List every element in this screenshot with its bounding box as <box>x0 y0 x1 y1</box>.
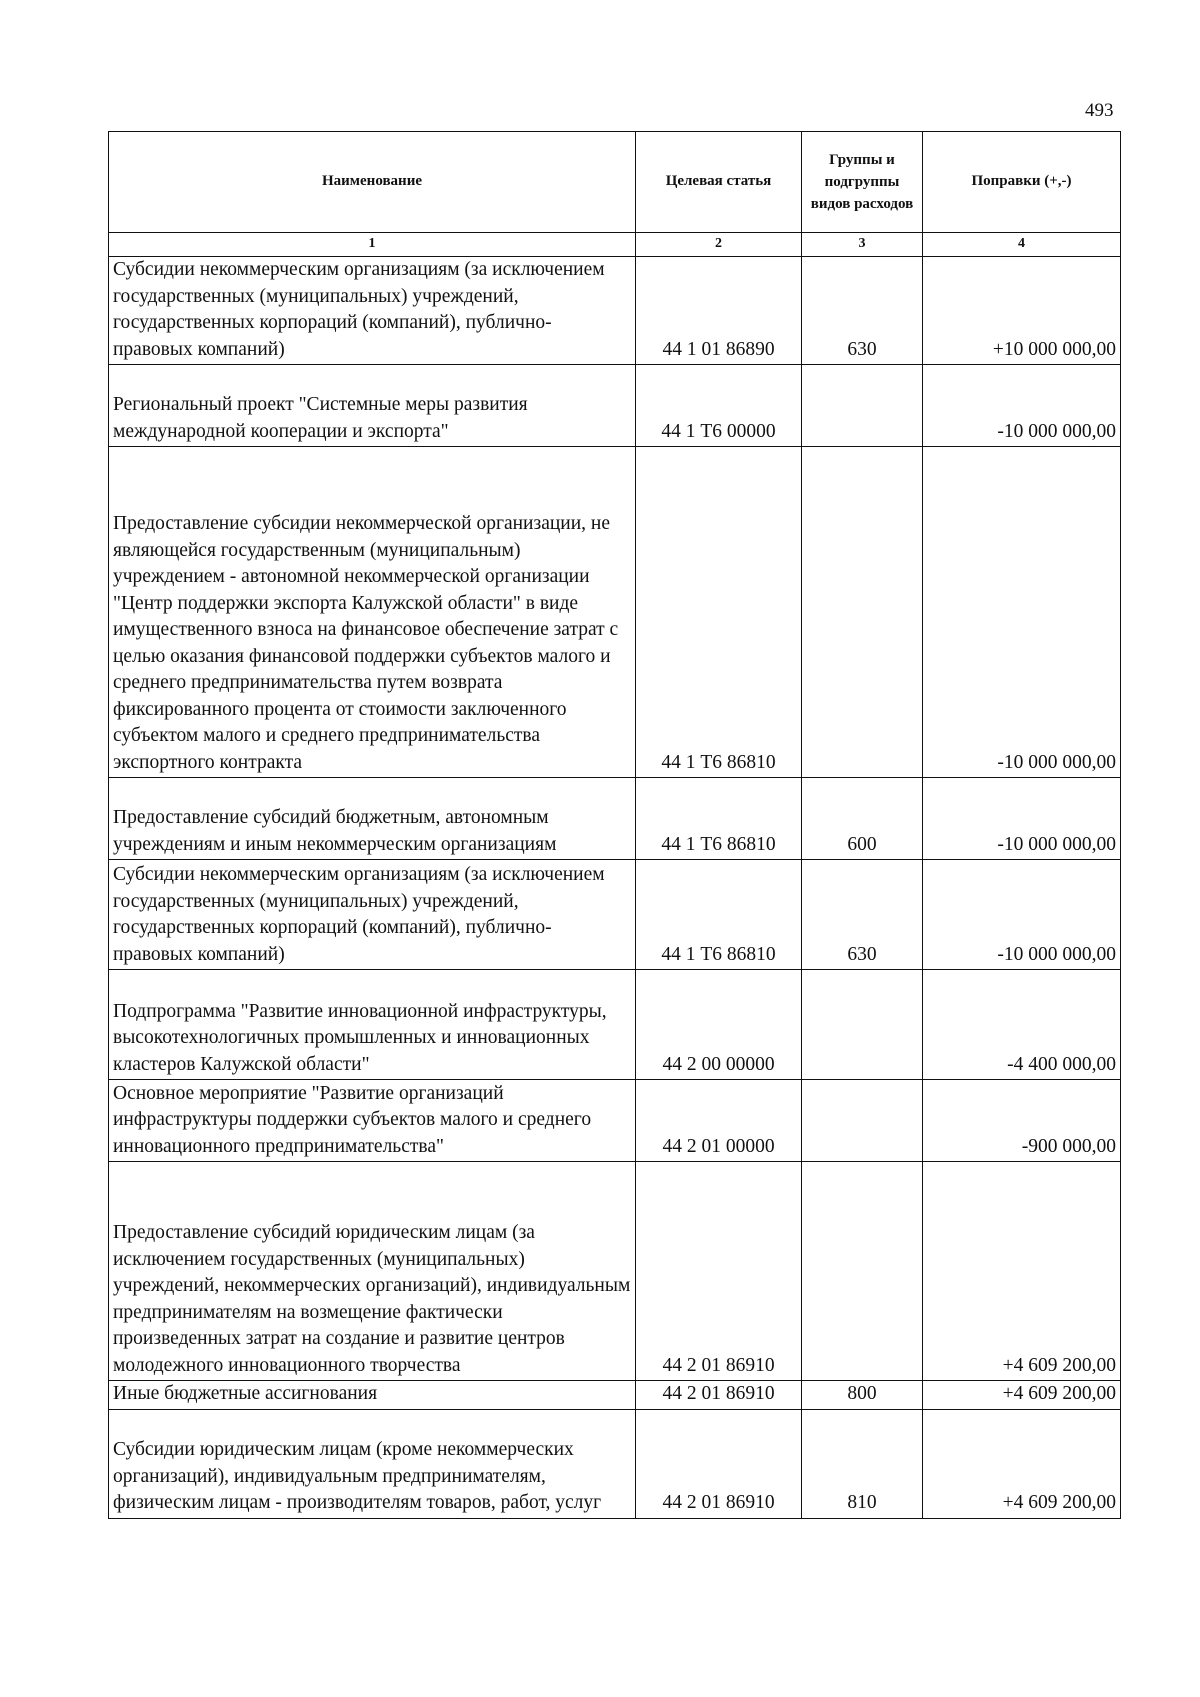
row-expense-group: 800 <box>802 1381 923 1410</box>
table-header-row <box>109 132 1121 233</box>
row-target-article: 44 1 Т6 86810 <box>636 860 802 970</box>
row-name: Предоставление субсидии некоммерческой организации, не являющейся государственным (муниципальным) учреждением - автономной некоммерческой организации "Центр поддержки экспорта Калужской области" в виде имущественного взноса на финансовое обеспечение затрат с целью оказания финансовой поддержки субъектов малого и среднего предпринимательства путем возврата фиксированного процента от стоимости заключенного субъектом малого и среднего предпринимательства экспортного контракта <box>109 447 636 778</box>
column-number: 2 <box>636 233 802 257</box>
table-row <box>109 447 1121 778</box>
row-target-article: 44 1 01 86890 <box>636 257 802 365</box>
row-target-article: 44 1 Т6 86810 <box>636 447 802 778</box>
row-name: Региональный проект "Системные меры развития международной кооперации и экспорта" <box>109 365 636 447</box>
row-name: Субсидии некоммерческим организациям (за исключением государственных (муниципальных) учреждений, государственных корпораций (компаний), публично-правовых компаний) <box>109 860 636 970</box>
row-amount: +4 609 200,00 <box>923 1162 1121 1381</box>
column-number-row <box>109 233 1121 257</box>
column-number: 4 <box>923 233 1121 257</box>
table-row <box>109 970 1121 1080</box>
row-amount: -10 000 000,00 <box>923 447 1121 778</box>
row-amount: -10 000 000,00 <box>923 778 1121 860</box>
page-number: 493 <box>1085 100 1114 121</box>
header-amendments: Поправки (+,-) <box>923 132 1121 233</box>
row-expense-group <box>802 970 923 1080</box>
row-target-article: 44 2 01 86910 <box>636 1162 802 1381</box>
table-row <box>109 860 1121 970</box>
row-expense-group: 810 <box>802 1409 923 1518</box>
row-amount: +4 609 200,00 <box>923 1409 1121 1518</box>
row-name: Иные бюджетные ассигнования <box>109 1381 636 1410</box>
row-target-article: 44 2 00 00000 <box>636 970 802 1080</box>
row-expense-group: 630 <box>802 257 923 365</box>
row-target-article: 44 2 01 00000 <box>636 1080 802 1162</box>
header-expense-groups: Группы и подгруппы видов расходов <box>802 132 923 233</box>
row-name: Субсидии некоммерческим организациям (за исключением государственных (муниципальных) учреждений, государственных корпораций (компаний), публично-правовых компаний) <box>109 257 636 365</box>
row-expense-group <box>802 1080 923 1162</box>
row-expense-group: 630 <box>802 860 923 970</box>
row-amount: +10 000 000,00 <box>923 257 1121 365</box>
row-amount: -4 400 000,00 <box>923 970 1121 1080</box>
table-row <box>109 1381 1121 1410</box>
budget-amendments-table <box>108 131 1121 1519</box>
row-expense-group <box>802 1162 923 1381</box>
table-row <box>109 257 1121 365</box>
row-target-article: 44 1 Т6 00000 <box>636 365 802 447</box>
row-amount: -10 000 000,00 <box>923 860 1121 970</box>
row-name: Субсидии юридическим лицам (кроме некоммерческих организаций), индивидуальным предпринимателям, физическим лицам - производителям товаров, работ, услуг <box>109 1409 636 1518</box>
row-expense-group: 600 <box>802 778 923 860</box>
column-number: 3 <box>802 233 923 257</box>
row-name: Предоставление субсидий юридическим лицам (за исключением государственных (муниципальных) учреждений, некоммерческих организаций), индивидуальным предпринимателям на возмещение фактически произведенных затрат на создание и развитие центров молодежного инновационного творчества <box>109 1162 636 1381</box>
row-amount: +4 609 200,00 <box>923 1381 1121 1410</box>
table-row <box>109 778 1121 860</box>
row-expense-group <box>802 447 923 778</box>
row-target-article: 44 2 01 86910 <box>636 1409 802 1518</box>
table-row <box>109 1080 1121 1162</box>
table-row <box>109 1409 1121 1518</box>
row-name: Основное мероприятие "Развитие организаций инфраструктуры поддержки субъектов малого и среднего инновационного предпринимательства" <box>109 1080 636 1162</box>
header-target-article: Целевая статья <box>636 132 802 233</box>
row-amount: -10 000 000,00 <box>923 365 1121 447</box>
row-expense-group <box>802 365 923 447</box>
header-name: Наименование <box>109 132 636 233</box>
row-amount: -900 000,00 <box>923 1080 1121 1162</box>
table-row <box>109 365 1121 447</box>
table-row <box>109 1162 1121 1381</box>
row-target-article: 44 2 01 86910 <box>636 1381 802 1410</box>
row-name: Подпрограмма "Развитие инновационной инфраструктуры, высокотехнологичных промышленных и инновационных кластеров Калужской области" <box>109 970 636 1080</box>
row-name: Предоставление субсидий бюджетным, автономным учреждениям и иным некоммерческим организациям <box>109 778 636 860</box>
row-target-article: 44 1 Т6 86810 <box>636 778 802 860</box>
column-number: 1 <box>109 233 636 257</box>
